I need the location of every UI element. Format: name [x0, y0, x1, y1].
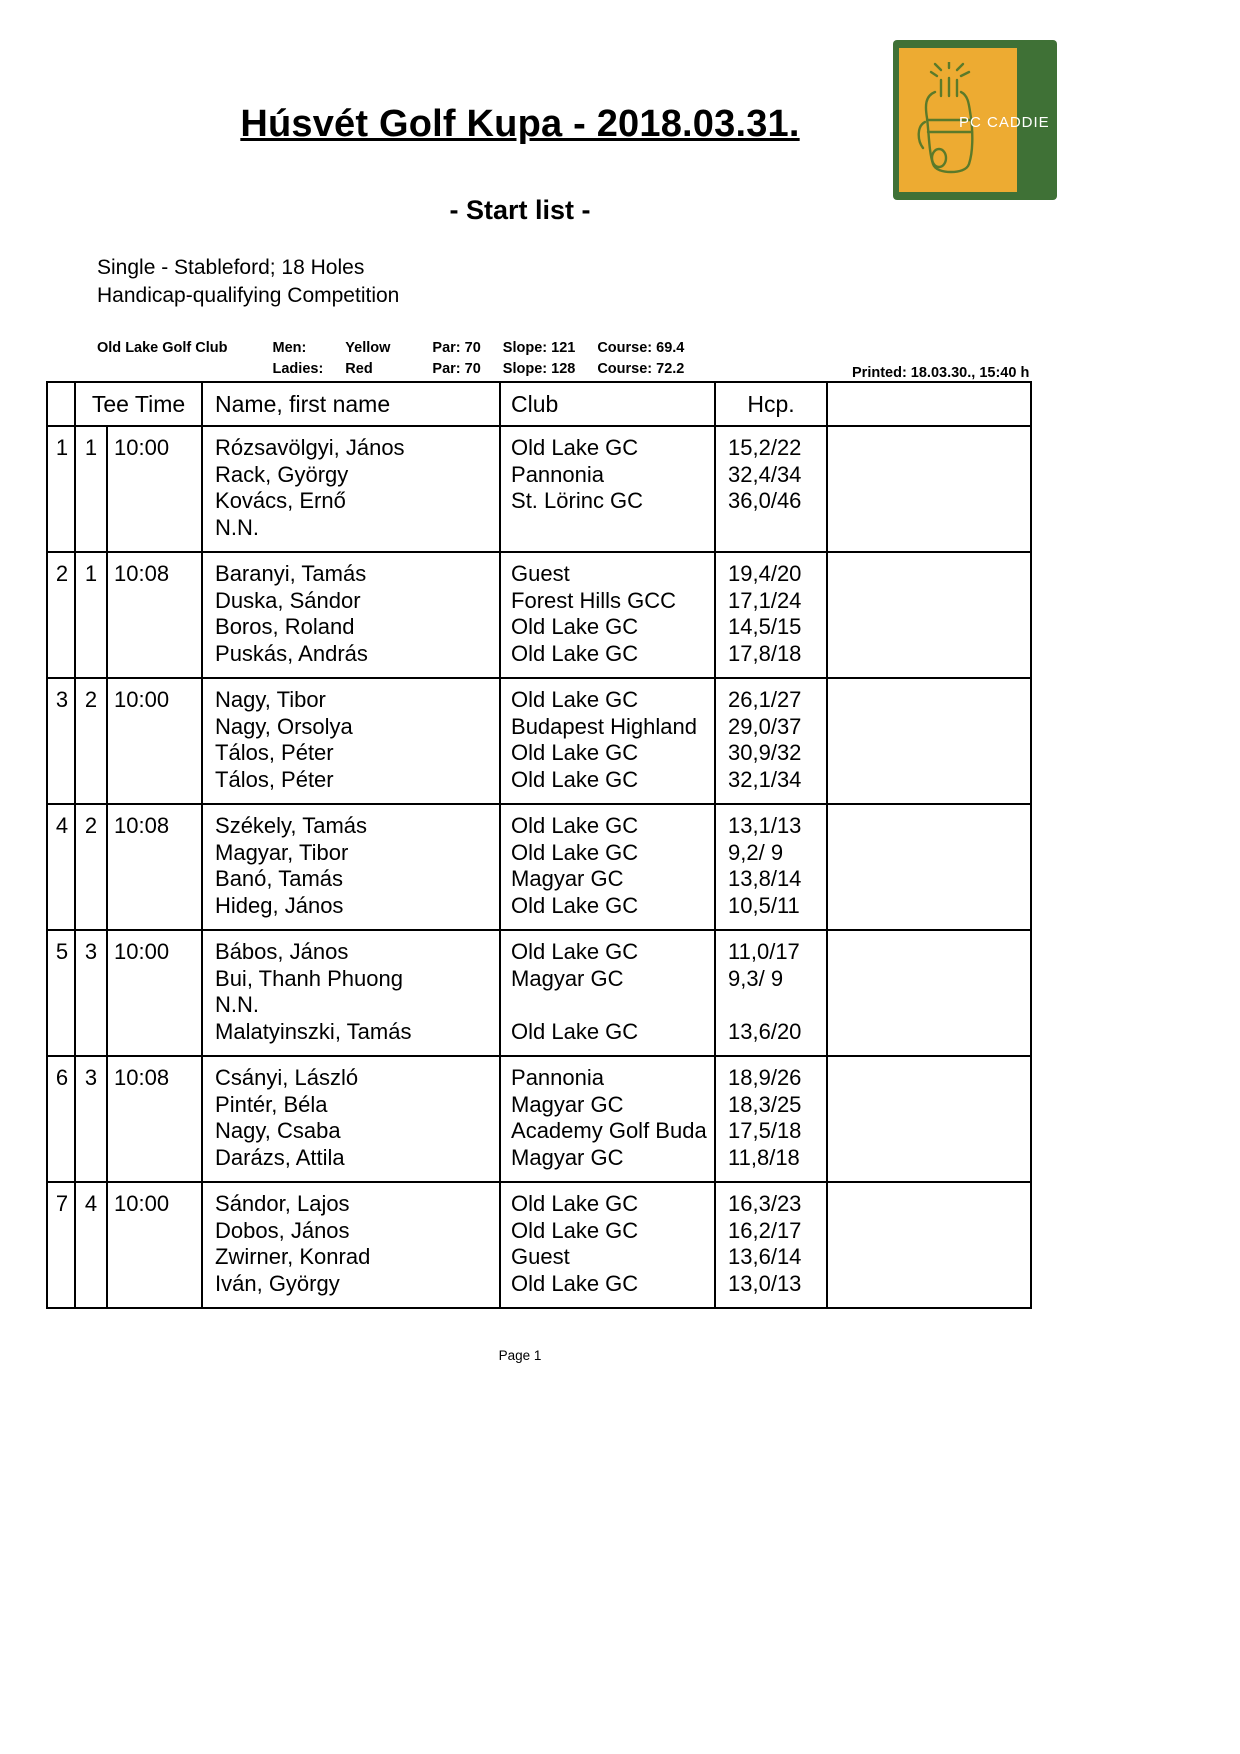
player-hcp: 14,5/15 [728, 614, 802, 639]
group-hcps [715, 552, 827, 678]
group-blank [827, 804, 1031, 930]
group-blank [827, 426, 1031, 552]
player-name: Rack, György [215, 461, 349, 487]
player-hcp: 17,1/24 [728, 587, 802, 613]
group-no: 6 [47, 1056, 75, 1182]
group-tee: 3 [75, 930, 107, 1056]
group-clubs [500, 426, 715, 552]
player-name: Bui, Thanh Phuong [215, 965, 403, 991]
header-name: Name, first name [202, 382, 500, 426]
group-time: 10:00 [107, 678, 202, 804]
group-hcps [715, 678, 827, 804]
player-hcp: 17,8/18 [728, 640, 802, 666]
group-names [202, 804, 500, 930]
player-hcp: 26,1/27 [728, 687, 802, 712]
group-hcps [715, 804, 827, 930]
player-name: Magyar, Tibor [215, 839, 349, 865]
player-club: St. Lörinc GC [511, 488, 644, 513]
player-hcp [728, 992, 826, 1019]
player-name: Csányi, László [215, 1065, 359, 1090]
group-no: 3 [47, 678, 75, 804]
page-number: Page 1 [498, 1348, 542, 1363]
group-hcps [715, 1182, 827, 1308]
page-title: Húsvét Golf Kupa - 2018.03.31. [240, 103, 800, 145]
group-time: 10:08 [107, 552, 202, 678]
player-club: Old Lake GC [511, 614, 639, 639]
player-name: Malatyinszki, Tamás [215, 1018, 412, 1044]
group-blank [827, 552, 1031, 678]
logo-text: PC CADDIE [959, 114, 1050, 131]
group-blank [827, 1056, 1031, 1182]
group-names [202, 426, 500, 552]
table-row [47, 426, 1031, 552]
player-hcp: 10,5/11 [728, 892, 800, 918]
player-hcp: 13,6/14 [728, 1244, 802, 1269]
player-hcp: 30,9/32 [728, 740, 802, 765]
player-club: Old Lake GC [511, 640, 639, 666]
player-hcp: 17,5/18 [728, 1118, 802, 1143]
table-row [47, 678, 1031, 804]
player-name: Kovács, Ernő [215, 488, 346, 513]
course-category-ladies: Ladies: [272, 360, 324, 377]
player-name: Puskás, András [215, 640, 368, 666]
group-time: 10:00 [107, 930, 202, 1056]
header-blank [827, 382, 1031, 426]
player-club: Old Lake GC [511, 740, 639, 765]
table-row [47, 1056, 1031, 1182]
group-tee: 3 [75, 1056, 107, 1182]
player-club: Old Lake GC [511, 1191, 639, 1216]
table-header-row [47, 382, 1031, 426]
player-club: Old Lake GC [511, 892, 639, 918]
group-tee: 2 [75, 678, 107, 804]
player-club: Old Lake GC [511, 939, 639, 964]
player-name: Nagy, Tibor [215, 687, 326, 712]
group-names [202, 930, 500, 1056]
player-hcp: 16,2/17 [728, 1217, 802, 1243]
competition-info [97, 254, 399, 311]
course-club-name-blank [97, 359, 273, 380]
player-club: Old Lake GC [511, 839, 639, 865]
player-hcp: 19,4/20 [728, 561, 802, 586]
group-blank [827, 1182, 1031, 1308]
player-club: Magyar GC [511, 1091, 624, 1117]
player-hcp: 32,4/34 [728, 461, 802, 487]
group-hcps [715, 1056, 827, 1182]
player-hcp: 11,8/18 [728, 1144, 800, 1170]
player-hcp: 9,2/ 9 [728, 839, 784, 865]
course-slope-men: Slope: 121 [502, 340, 576, 356]
header-tee-time: Tee Time [75, 382, 202, 426]
course-tee-men: Yellow [345, 340, 391, 356]
table-row [47, 552, 1031, 678]
player-name: Tálos, Péter [215, 766, 334, 792]
group-time: 10:08 [107, 804, 202, 930]
course-slope-ladies: Slope: 128 [502, 360, 576, 377]
header-hcp: Hcp. [715, 382, 827, 426]
player-name: Bábos, János [215, 939, 349, 964]
player-hcp [728, 515, 826, 542]
player-club: Old Lake GC [511, 1018, 639, 1044]
group-tee: 1 [75, 426, 107, 552]
player-name: Boros, Roland [215, 614, 355, 639]
player-name: Rózsavölgyi, János [215, 435, 405, 460]
player-name: Nagy, Orsolya [215, 713, 353, 739]
table-row [47, 930, 1031, 1056]
header-no [47, 382, 75, 426]
player-hcp: 32,1/34 [728, 766, 802, 792]
player-name: N.N. [215, 992, 260, 1017]
table-row [47, 1182, 1031, 1308]
competition-type: Handicap-qualifying Competition [97, 284, 400, 308]
player-name: Nagy, Csaba [215, 1118, 341, 1143]
player-name: Banó, Tamás [215, 866, 344, 891]
player-name: Iván, György [215, 1270, 340, 1296]
player-club: Magyar GC [511, 866, 624, 891]
group-blank [827, 678, 1031, 804]
course-info-row-ladies [97, 359, 684, 380]
group-names [202, 1182, 500, 1308]
printed-timestamp: Printed: 18.03.30., 15:40 h [852, 365, 1030, 381]
player-club: Magyar GC [511, 965, 624, 991]
group-no: 4 [47, 804, 75, 930]
player-club [511, 992, 714, 1019]
course-club-name: Old Lake Golf Club [97, 340, 228, 356]
group-no: 5 [47, 930, 75, 1056]
start-list-table [46, 381, 1032, 1309]
group-clubs [500, 930, 715, 1056]
player-name: Duska, Sándor [215, 587, 361, 613]
group-clubs [500, 1182, 715, 1308]
player-name: Dobos, János [215, 1217, 350, 1243]
player-club: Magyar GC [511, 1144, 624, 1170]
player-name: Székely, Tamás [215, 813, 368, 838]
player-hcp: 18,9/26 [728, 1065, 802, 1090]
group-names [202, 552, 500, 678]
player-club [511, 515, 714, 542]
player-hcp: 9,3/ 9 [728, 965, 784, 991]
group-clubs [500, 678, 715, 804]
player-name: Hideg, János [215, 892, 344, 918]
player-club: Old Lake GC [511, 1270, 639, 1296]
group-clubs [500, 804, 715, 930]
player-name: Pintér, Béla [215, 1091, 328, 1117]
competition-format: Single - Stableford; 18 Holes [97, 256, 365, 279]
player-name: Sándor, Lajos [215, 1191, 350, 1216]
player-club: Old Lake GC [511, 687, 639, 712]
course-par-men: Par: 70 [432, 340, 481, 356]
course-info-table [97, 338, 684, 379]
player-name: Baranyi, Tamás [215, 561, 367, 586]
player-club: Pannonia [511, 461, 604, 487]
group-tee: 2 [75, 804, 107, 930]
group-blank [827, 930, 1031, 1056]
player-hcp: 13,6/20 [728, 1018, 802, 1044]
group-hcps [715, 426, 827, 552]
page-subtitle: - Start list - [449, 195, 591, 225]
player-name: Zwirner, Konrad [215, 1244, 371, 1269]
group-names [202, 678, 500, 804]
player-hcp: 13,1/13 [728, 813, 802, 838]
player-club: Old Lake GC [511, 766, 639, 792]
group-tee: 4 [75, 1182, 107, 1308]
group-names [202, 1056, 500, 1182]
player-hcp: 13,0/13 [728, 1270, 802, 1296]
player-hcp: 36,0/46 [728, 488, 802, 513]
group-no: 1 [47, 426, 75, 552]
player-club: Forest Hills GCC [511, 587, 677, 613]
course-par-ladies: Par: 70 [432, 360, 481, 377]
player-club: Pannonia [511, 1065, 604, 1090]
course-info-row-men [97, 338, 684, 359]
course-tee-ladies: Red [345, 360, 373, 377]
player-hcp: 16,3/23 [728, 1191, 802, 1216]
group-hcps [715, 930, 827, 1056]
group-time: 10:08 [107, 1056, 202, 1182]
course-category-men: Men: [272, 340, 307, 356]
course-rating-ladies: Course: 72.2 [597, 360, 685, 377]
group-tee: 1 [75, 552, 107, 678]
player-club: Academy Golf Buda [511, 1118, 707, 1143]
player-club: Old Lake GC [511, 1217, 639, 1243]
group-clubs [500, 1056, 715, 1182]
player-hcp: 29,0/37 [728, 713, 802, 739]
group-no: 7 [47, 1182, 75, 1308]
group-clubs [500, 552, 715, 678]
player-hcp: 15,2/22 [728, 435, 802, 460]
course-rating-men: Course: 69.4 [597, 340, 685, 356]
table-row [47, 804, 1031, 930]
player-club: Budapest Highland [511, 713, 697, 739]
player-hcp: 13,8/14 [728, 866, 802, 891]
player-club: Old Lake GC [511, 435, 639, 460]
header-club: Club [500, 382, 715, 426]
group-time: 10:00 [107, 1182, 202, 1308]
player-hcp: 18,3/25 [728, 1091, 802, 1117]
group-time: 10:00 [107, 426, 202, 552]
player-club: Guest [511, 561, 570, 586]
player-name: Darázs, Attila [215, 1144, 345, 1170]
player-name: Tálos, Péter [215, 740, 334, 765]
player-hcp: 11,0/17 [728, 939, 800, 964]
player-club: Old Lake GC [511, 813, 639, 838]
player-club: Guest [511, 1244, 570, 1269]
player-name: N.N. [215, 514, 260, 540]
group-no: 2 [47, 552, 75, 678]
